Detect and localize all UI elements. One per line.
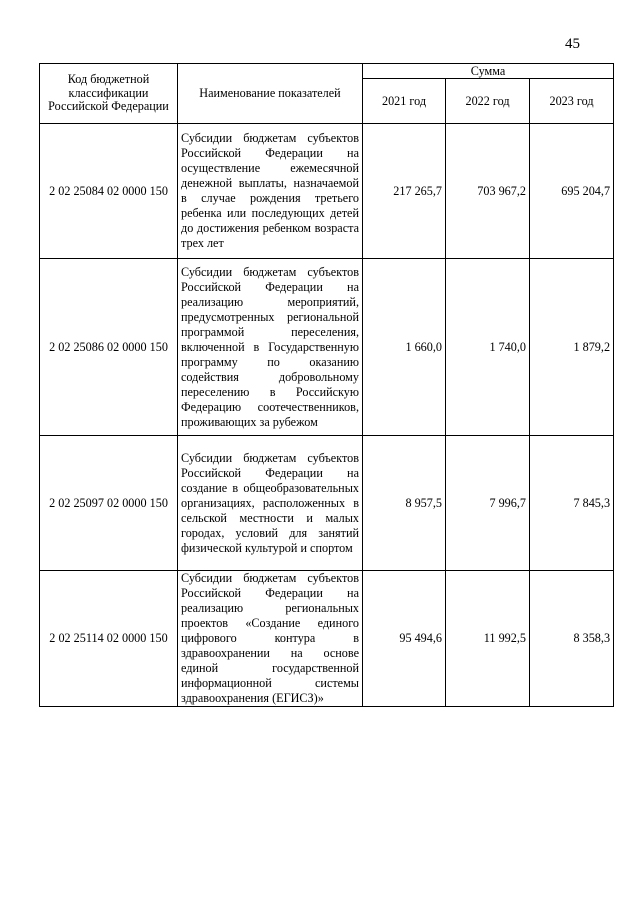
table-row xyxy=(40,259,614,436)
header-name: Наименование показателей xyxy=(178,64,363,124)
header-year-2022: 2022 год xyxy=(446,79,530,124)
amount-2021: 217 265,7 xyxy=(363,124,446,259)
amount-2022: 1 740,0 xyxy=(446,259,530,436)
header-year-2023: 2023 год xyxy=(530,79,614,124)
budget-code: 2 02 25086 02 0000 150 xyxy=(40,259,178,436)
amount-2022: 11 992,5 xyxy=(446,571,530,707)
table-row xyxy=(40,571,614,707)
budget-table xyxy=(39,63,614,707)
amount-2022: 703 967,2 xyxy=(446,124,530,259)
amount-2023: 1 879,2 xyxy=(530,259,614,436)
header-code: Код бюджетной классификации Российской Федерации xyxy=(40,64,178,124)
amount-2021: 8 957,5 xyxy=(363,436,446,571)
indicator-name: Субсидии бюджетам субъектов Российской Федерации на реализацию региональных проектов «Создание единого цифрового контура в здравоохранении на основе единой государственной информационной системы здравоохранения (ЕГИСЗ)» xyxy=(178,571,363,707)
indicator-name: Субсидии бюджетам субъектов Российской Федерации на создание в общеобразовательных организациях, расположенных в сельской местности и малых городах, условий для занятий физической культурой и спортом xyxy=(178,436,363,571)
amount-2021: 95 494,6 xyxy=(363,571,446,707)
budget-code: 2 02 25114 02 0000 150 xyxy=(40,571,178,707)
amount-2023: 7 845,3 xyxy=(530,436,614,571)
indicator-name: Субсидии бюджетам субъектов Российской Федерации на реализацию мероприятий, предусмотренных региональной программой переселения, включенной в Государственную программу по оказанию содействия добровольному переселению в Российскую Федерацию соотечественников, проживающих за рубежом xyxy=(178,259,363,436)
budget-code: 2 02 25084 02 0000 150 xyxy=(40,124,178,259)
amount-2023: 695 204,7 xyxy=(530,124,614,259)
table-row xyxy=(40,124,614,259)
amount-2021: 1 660,0 xyxy=(363,259,446,436)
amount-2023: 8 358,3 xyxy=(530,571,614,707)
budget-code: 2 02 25097 02 0000 150 xyxy=(40,436,178,571)
page-number: 45 xyxy=(565,36,580,52)
table-row xyxy=(40,436,614,571)
amount-2022: 7 996,7 xyxy=(446,436,530,571)
header-sum: Сумма xyxy=(363,64,614,79)
header-year-2021: 2021 год xyxy=(363,79,446,124)
indicator-name: Субсидии бюджетам субъектов Российской Федерации на осуществление ежемесячной денежной выплаты, назначаемой в случае рождения третьего ребенка или последующих детей до достижения ребенком возраста трех лет xyxy=(178,124,363,259)
